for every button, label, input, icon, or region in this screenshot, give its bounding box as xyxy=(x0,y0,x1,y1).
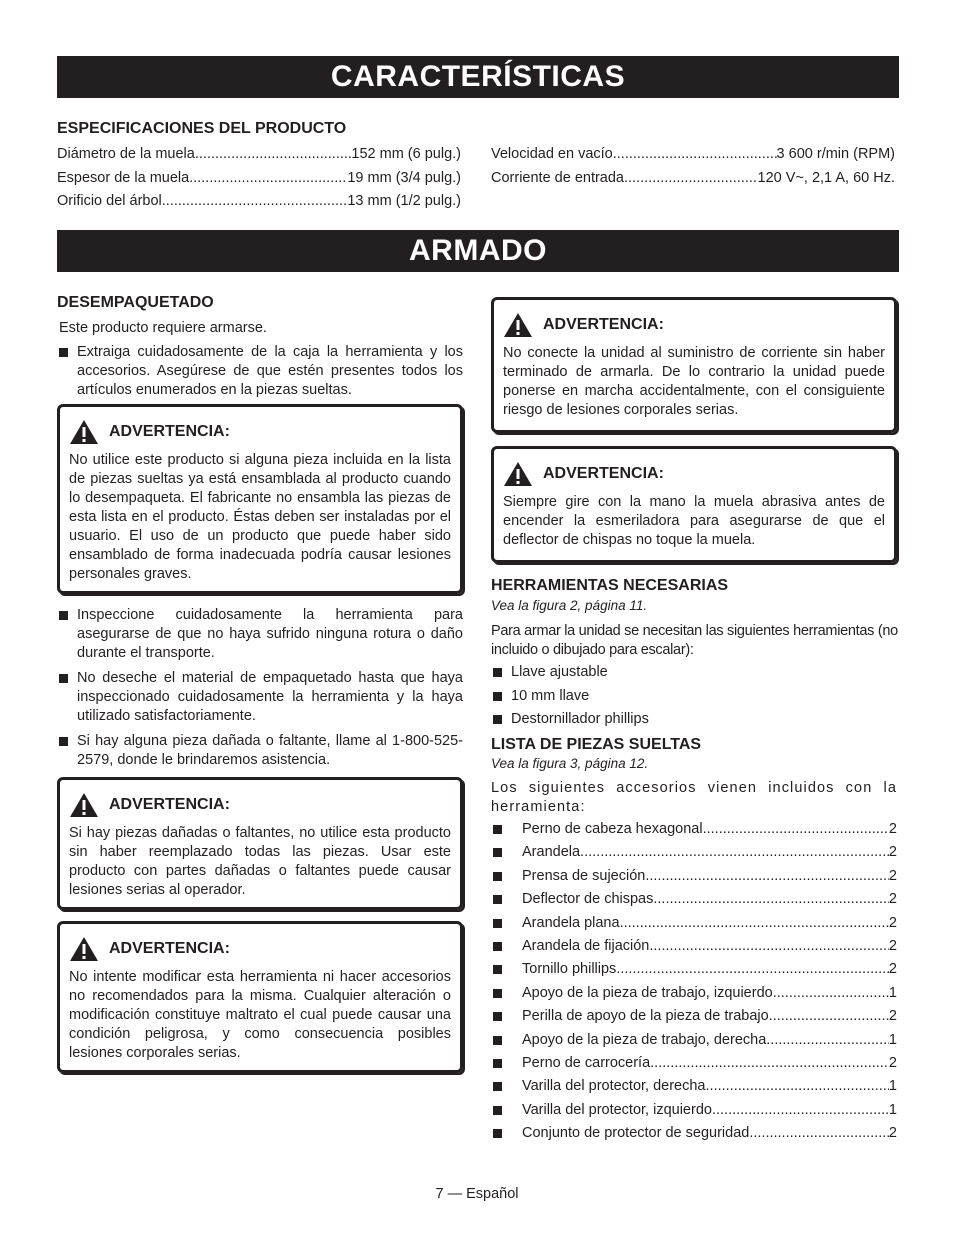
warning-triangle-icon xyxy=(503,461,533,487)
desempaquetado-heading: DESEMPAQUETADO xyxy=(57,294,214,311)
warning-title: ADVERTENCIA: xyxy=(109,796,230,813)
list-item: Apoyo de la pieza de trabajo, izquierdo ..... 1 xyxy=(491,982,897,1005)
list-item: Arandela plana ..... 2 xyxy=(491,912,897,935)
warning-box-3 xyxy=(57,921,463,1073)
spec-row: Diámetro de la muela ..... 152 mm (6 pulg.) xyxy=(57,143,461,167)
warning-body: No conecte la unidad al suministro de corriente sin haber terminado de armarla. De lo contrario la unidad puede ponerse en marcha accidentalmente, con el consiguiente riesgo de lesiones corporales serias. xyxy=(503,345,885,418)
specs-right xyxy=(491,143,895,190)
warning-body: No intente modificar esta herramienta ni hacer accesorios no recomendados para la misma. Cualquier alteración o modificación constituye maltrato el cual puede causar una condición peligrosa, y como consecuencia posibles lesiones corporales serias. xyxy=(69,969,451,1061)
list-item: Perno de cabeza hexagonal ..... 2 xyxy=(491,818,897,841)
list-item: No deseche el material de empaquetado hasta que haya inspeccionado cuidadosamente la herramienta y la haya utilizado satisfactoriamente. xyxy=(57,669,463,726)
warning-triangle-icon xyxy=(69,792,99,818)
list-item: Tornillo phillips ..... 2 xyxy=(491,958,897,981)
list-item: Destornillador phillips xyxy=(491,710,897,729)
list-item: Varilla del protector, izquierdo ..... 1 xyxy=(491,1099,897,1122)
warning-body: No utilice este producto si alguna pieza incluida en la lista de piezas sueltas ya está ensamblada al producto cuando lo desempaqueta. El fabricante no ensambla las piezas de esta lista en el producto. Éstas deben ser instaladas por el usuario. El uso de un producto que puede haber sido ensamblado de forma inadecuada podría causar lesiones personales graves. xyxy=(69,452,451,582)
warning-box-4 xyxy=(491,297,897,433)
list-item: Deflector de chispas ..... 2 xyxy=(491,888,897,911)
specs-heading: ESPECIFICACIONES DEL PRODUCTO xyxy=(57,120,347,137)
warning-title: ADVERTENCIA: xyxy=(109,940,230,957)
herramientas-intro: Para armar la unidad se necesitan las siguientes herramientas (no incluido o dibujado para escalar): xyxy=(491,623,898,658)
list-item: Inspeccione cuidadosamente la herramienta para asegurarse de que no haya sufrido ninguna rotura o daño durante el transporte. xyxy=(57,606,463,663)
list-item: Arandela de fijación ..... 2 xyxy=(491,935,897,958)
desempaquetado-bullets-2 xyxy=(57,606,463,776)
list-item: Perno de carrocería ..... 2 xyxy=(491,1052,897,1075)
list-item: Apoyo de la pieza de trabajo, derecha ..... 1 xyxy=(491,1029,897,1052)
warning-title: ADVERTENCIA: xyxy=(543,316,664,333)
warning-triangle-icon xyxy=(69,936,99,962)
warning-body: Si hay piezas dañadas o faltantes, no utilice esta producto sin haber reemplazado todas las piezas. Usar este producto con partes dañadas o faltantes puede causar lesiones serias al operador. xyxy=(69,825,451,898)
specs-left xyxy=(57,143,461,214)
warning-body: Siempre gire con la mano la muela abrasiva antes de encender la esmeriladora para asegurarse de que el deflector de chispas no toque la muela. xyxy=(503,494,885,548)
spec-row: Orificio del árbol ..... 13 mm (1/2 pulg.) xyxy=(57,190,461,214)
piezas-intro: Los siguientes accesorios vienen incluidos con la herramienta: xyxy=(491,780,897,815)
herramientas-heading: HERRAMIENTAS NECESARIAS xyxy=(491,577,729,594)
warning-triangle-icon xyxy=(69,419,99,445)
warning-box-2 xyxy=(57,777,463,910)
warning-title: ADVERTENCIA: xyxy=(543,465,664,482)
piezas-ref: Vea la figura 3, página 12. xyxy=(491,756,649,771)
list-item: Llave ajustable xyxy=(491,663,897,682)
armado-banner: ARMADO xyxy=(57,230,899,272)
herramientas-list xyxy=(491,663,897,734)
list-item: Extraiga cuidadosamente de la caja la herramienta y los accesorios. Asegúrese de que estén presentes todos los artículos enumerados en la piezas sueltas. xyxy=(57,343,463,400)
warning-triangle-icon xyxy=(503,312,533,338)
herramientas-ref: Vea la figura 2, página 11. xyxy=(491,598,648,613)
list-item: Si hay alguna pieza dañada o faltante, llame al 1-800-525-2579, donde le brindaremos asistencia. xyxy=(57,732,463,770)
page-footer: 7 — Español xyxy=(435,1186,519,1202)
piezas-list xyxy=(491,818,897,1145)
warning-box-1 xyxy=(57,404,463,594)
list-item: Prensa de sujeción ..... 2 xyxy=(491,865,897,888)
warning-box-5 xyxy=(491,446,897,563)
piezas-heading: LISTA DE PIEZAS SUELTAS xyxy=(491,736,702,753)
spec-row: Espesor de la muela ..... 19 mm (3/4 pulg.) xyxy=(57,167,461,191)
list-item: Varilla del protector, derecha ..... 1 xyxy=(491,1075,897,1098)
spec-row: Velocidad en vacío ..... 3 600 r/min (RPM) xyxy=(491,143,895,167)
desempaquetado-bullets-1 xyxy=(57,343,463,406)
desempaquetado-intro: Este producto requiere armarse. xyxy=(59,320,267,336)
warning-title: ADVERTENCIA: xyxy=(109,423,230,440)
list-item: 10 mm llave xyxy=(491,687,897,706)
list-item: Conjunto de protector de seguridad ..... 2 xyxy=(491,1122,897,1145)
list-item: Arandela ..... 2 xyxy=(491,841,897,864)
spec-row: Corriente de entrada ..... 120 V~, 2,1 A, 60 Hz. xyxy=(491,167,895,191)
list-item: Perilla de apoyo de la pieza de trabajo ..... 2 xyxy=(491,1005,897,1028)
caracteristicas-banner: CARACTERÍSTICAS xyxy=(57,56,899,98)
